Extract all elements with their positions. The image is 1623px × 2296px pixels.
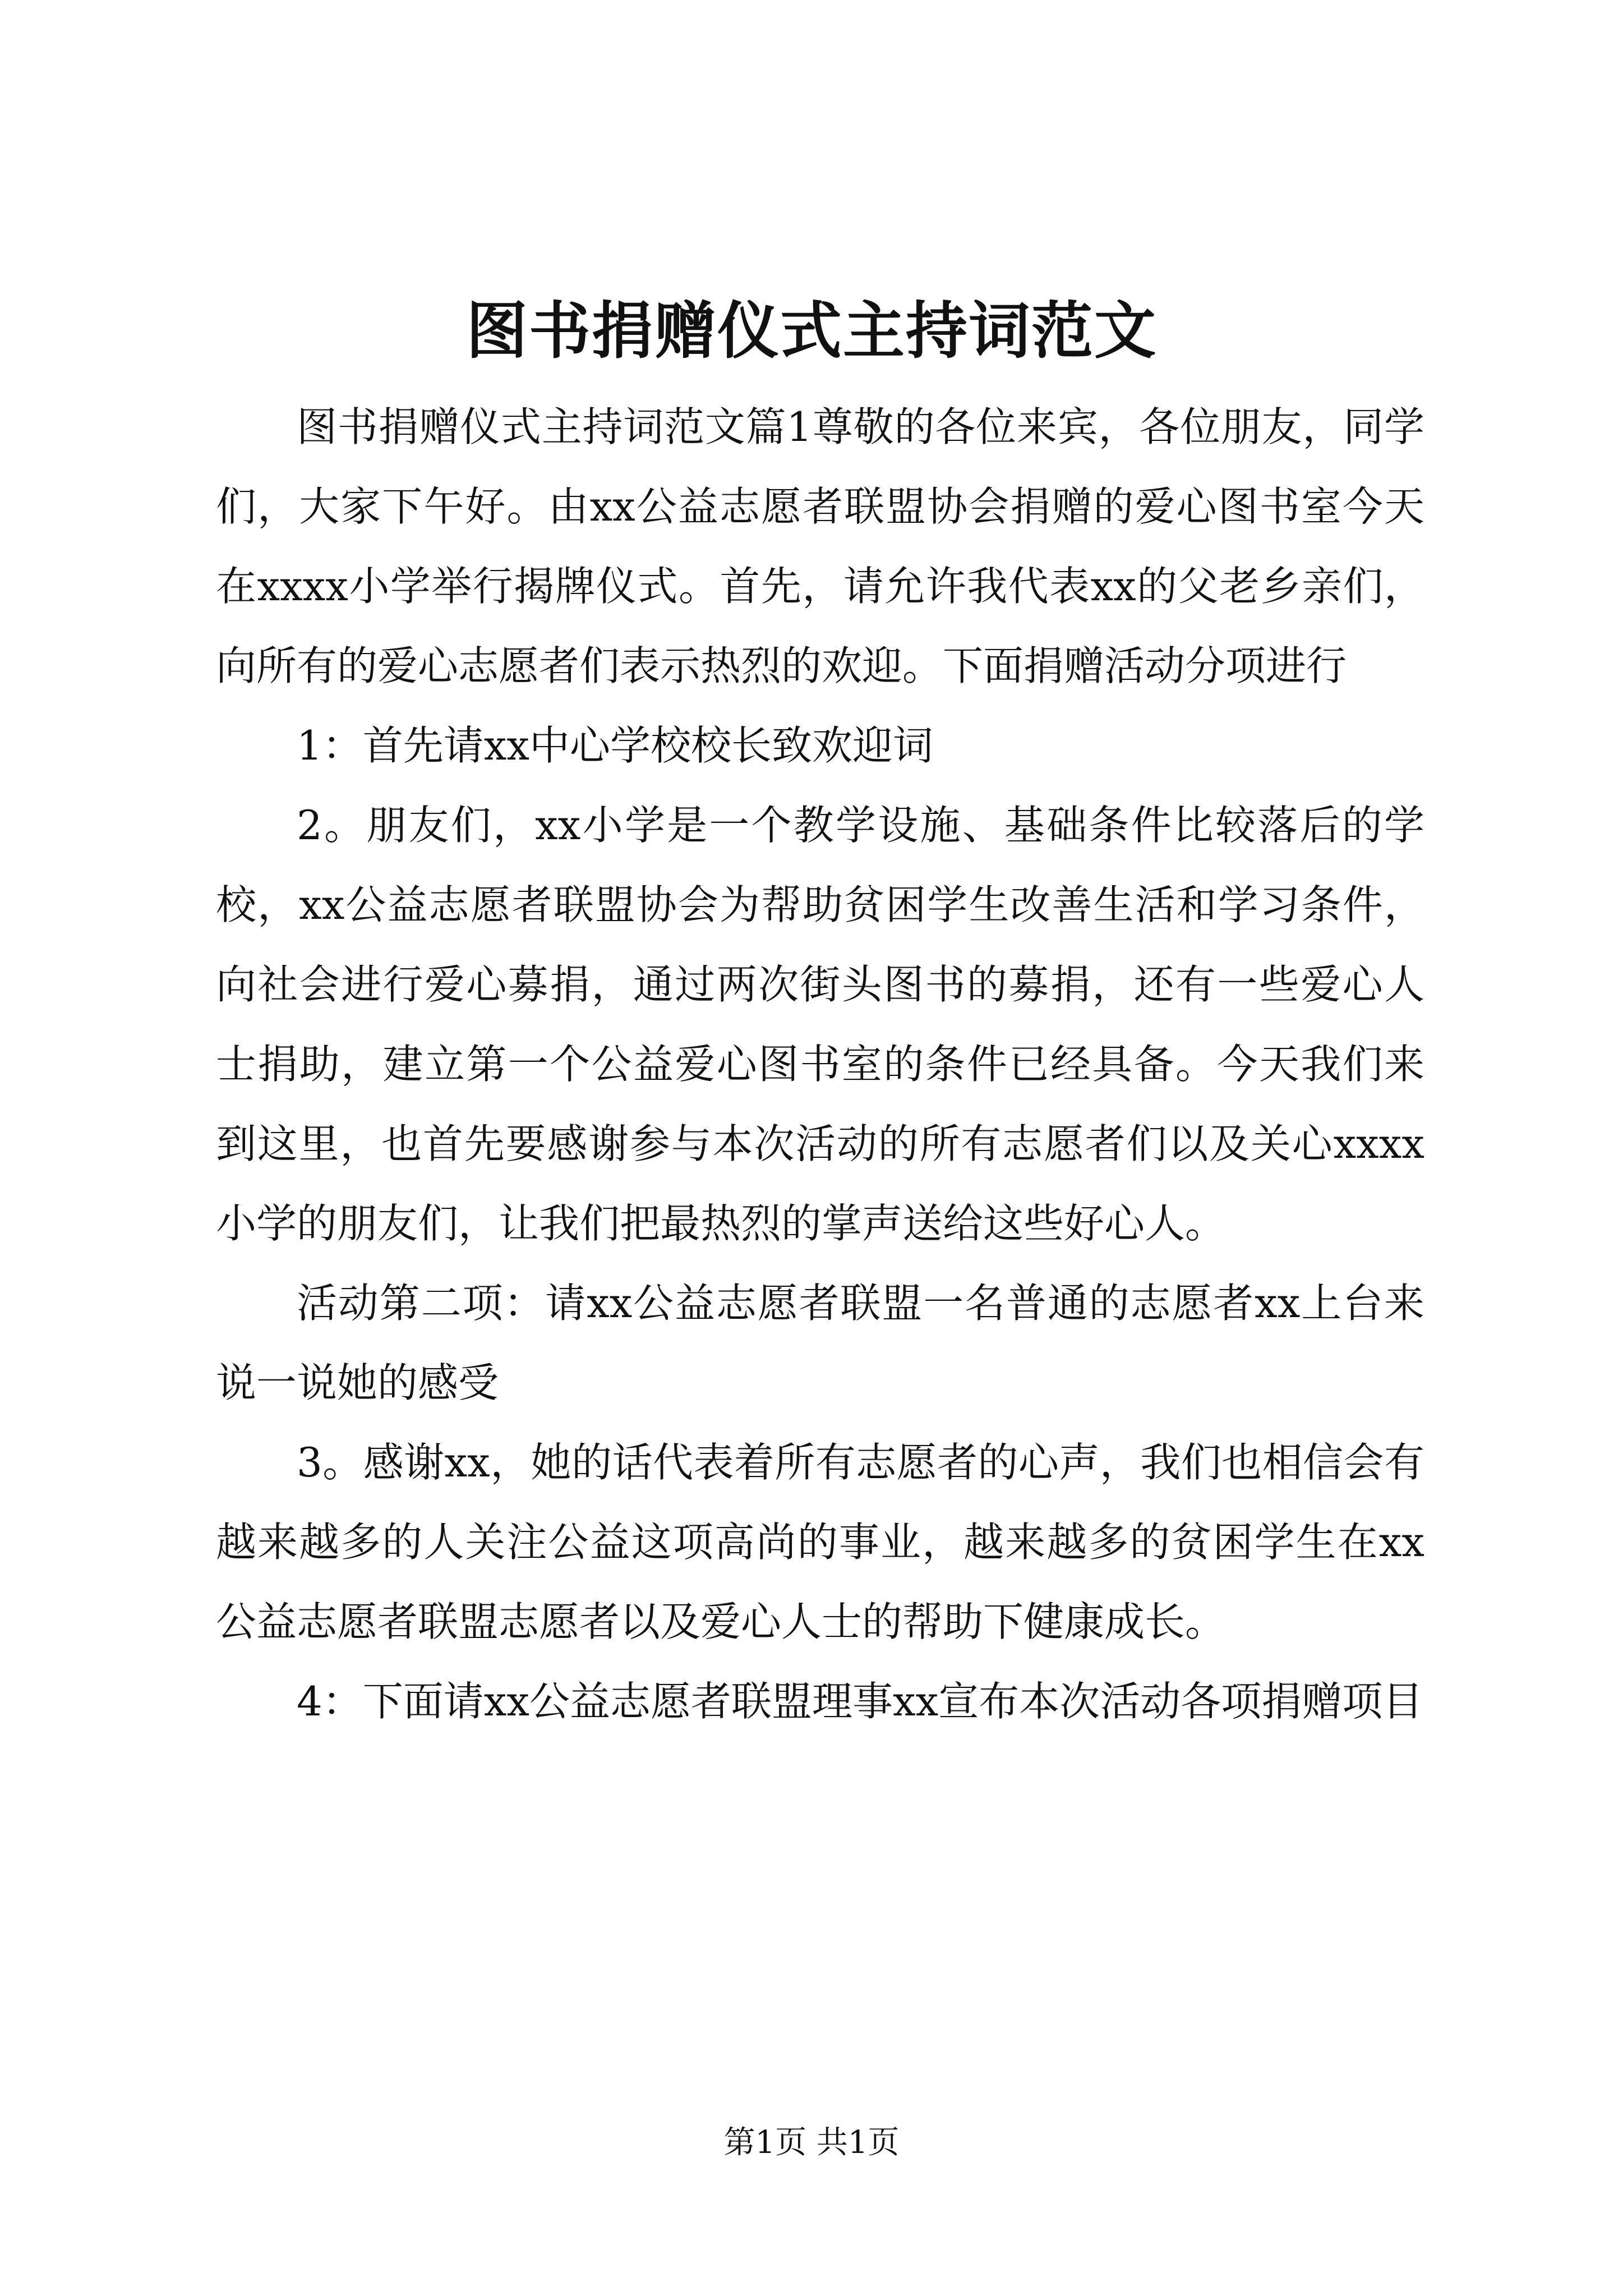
document-body xyxy=(216,387,1424,1741)
document-title: 图书捐赠仪式主持词范文 xyxy=(466,295,1157,367)
paragraph-item-4: 4：下面请xx公益志愿者联盟理事xx宣布本次活动各项捐赠项目 xyxy=(297,1678,1423,1725)
page-footer: 第1页 共1页 xyxy=(723,2124,900,2161)
paragraph-intro: 图书捐赠仪式主持词范文篇1尊敬的各位来宾，各位朋友，同学们，大家下午好。由xx公益志愿者联盟协会捐赠的爱心图书室今天在xxxx小学举行揭牌仪式。首先，请允许我代表xx的父老乡亲们，向所有的爱心志愿者们表示热烈的欢迎。下面捐赠活动分项进行 xyxy=(216,403,1424,689)
paragraph-activity-2: 活动第二项：请xx公益志愿者联盟一名普通的志愿者xx上台来说一说她的感受 xyxy=(216,1280,1424,1406)
paragraph-item-2: 2。朋友们，xx小学是一个教学设施、基础条件比较落后的学校，xx公益志愿者联盟协会为帮助贫困学生改善生活和学习条件，向社会进行爱心募捐，通过两次街头图书的募捐，还有一些爱心人士捐助，建立第一个公益爱心图书室的条件已经具备。今天我们来到这里，也首先要感谢参与本次活动的所有志愿者们以及关心xxxx小学的朋友们，让我们把最热烈的掌声送给这些好心人。 xyxy=(216,802,1424,1247)
paragraph-item-1: 1：首先请xx中心学校校长致欢迎词 xyxy=(297,722,934,769)
paragraph-item-3: 3。感谢xx，她的话代表着所有志愿者的心声，我们也相信会有越来越多的人关注公益这项高尚的事业，越来越多的贫困学生在xx公益志愿者联盟志愿者以及爱心人士的帮助下健康成长。 xyxy=(216,1439,1424,1645)
